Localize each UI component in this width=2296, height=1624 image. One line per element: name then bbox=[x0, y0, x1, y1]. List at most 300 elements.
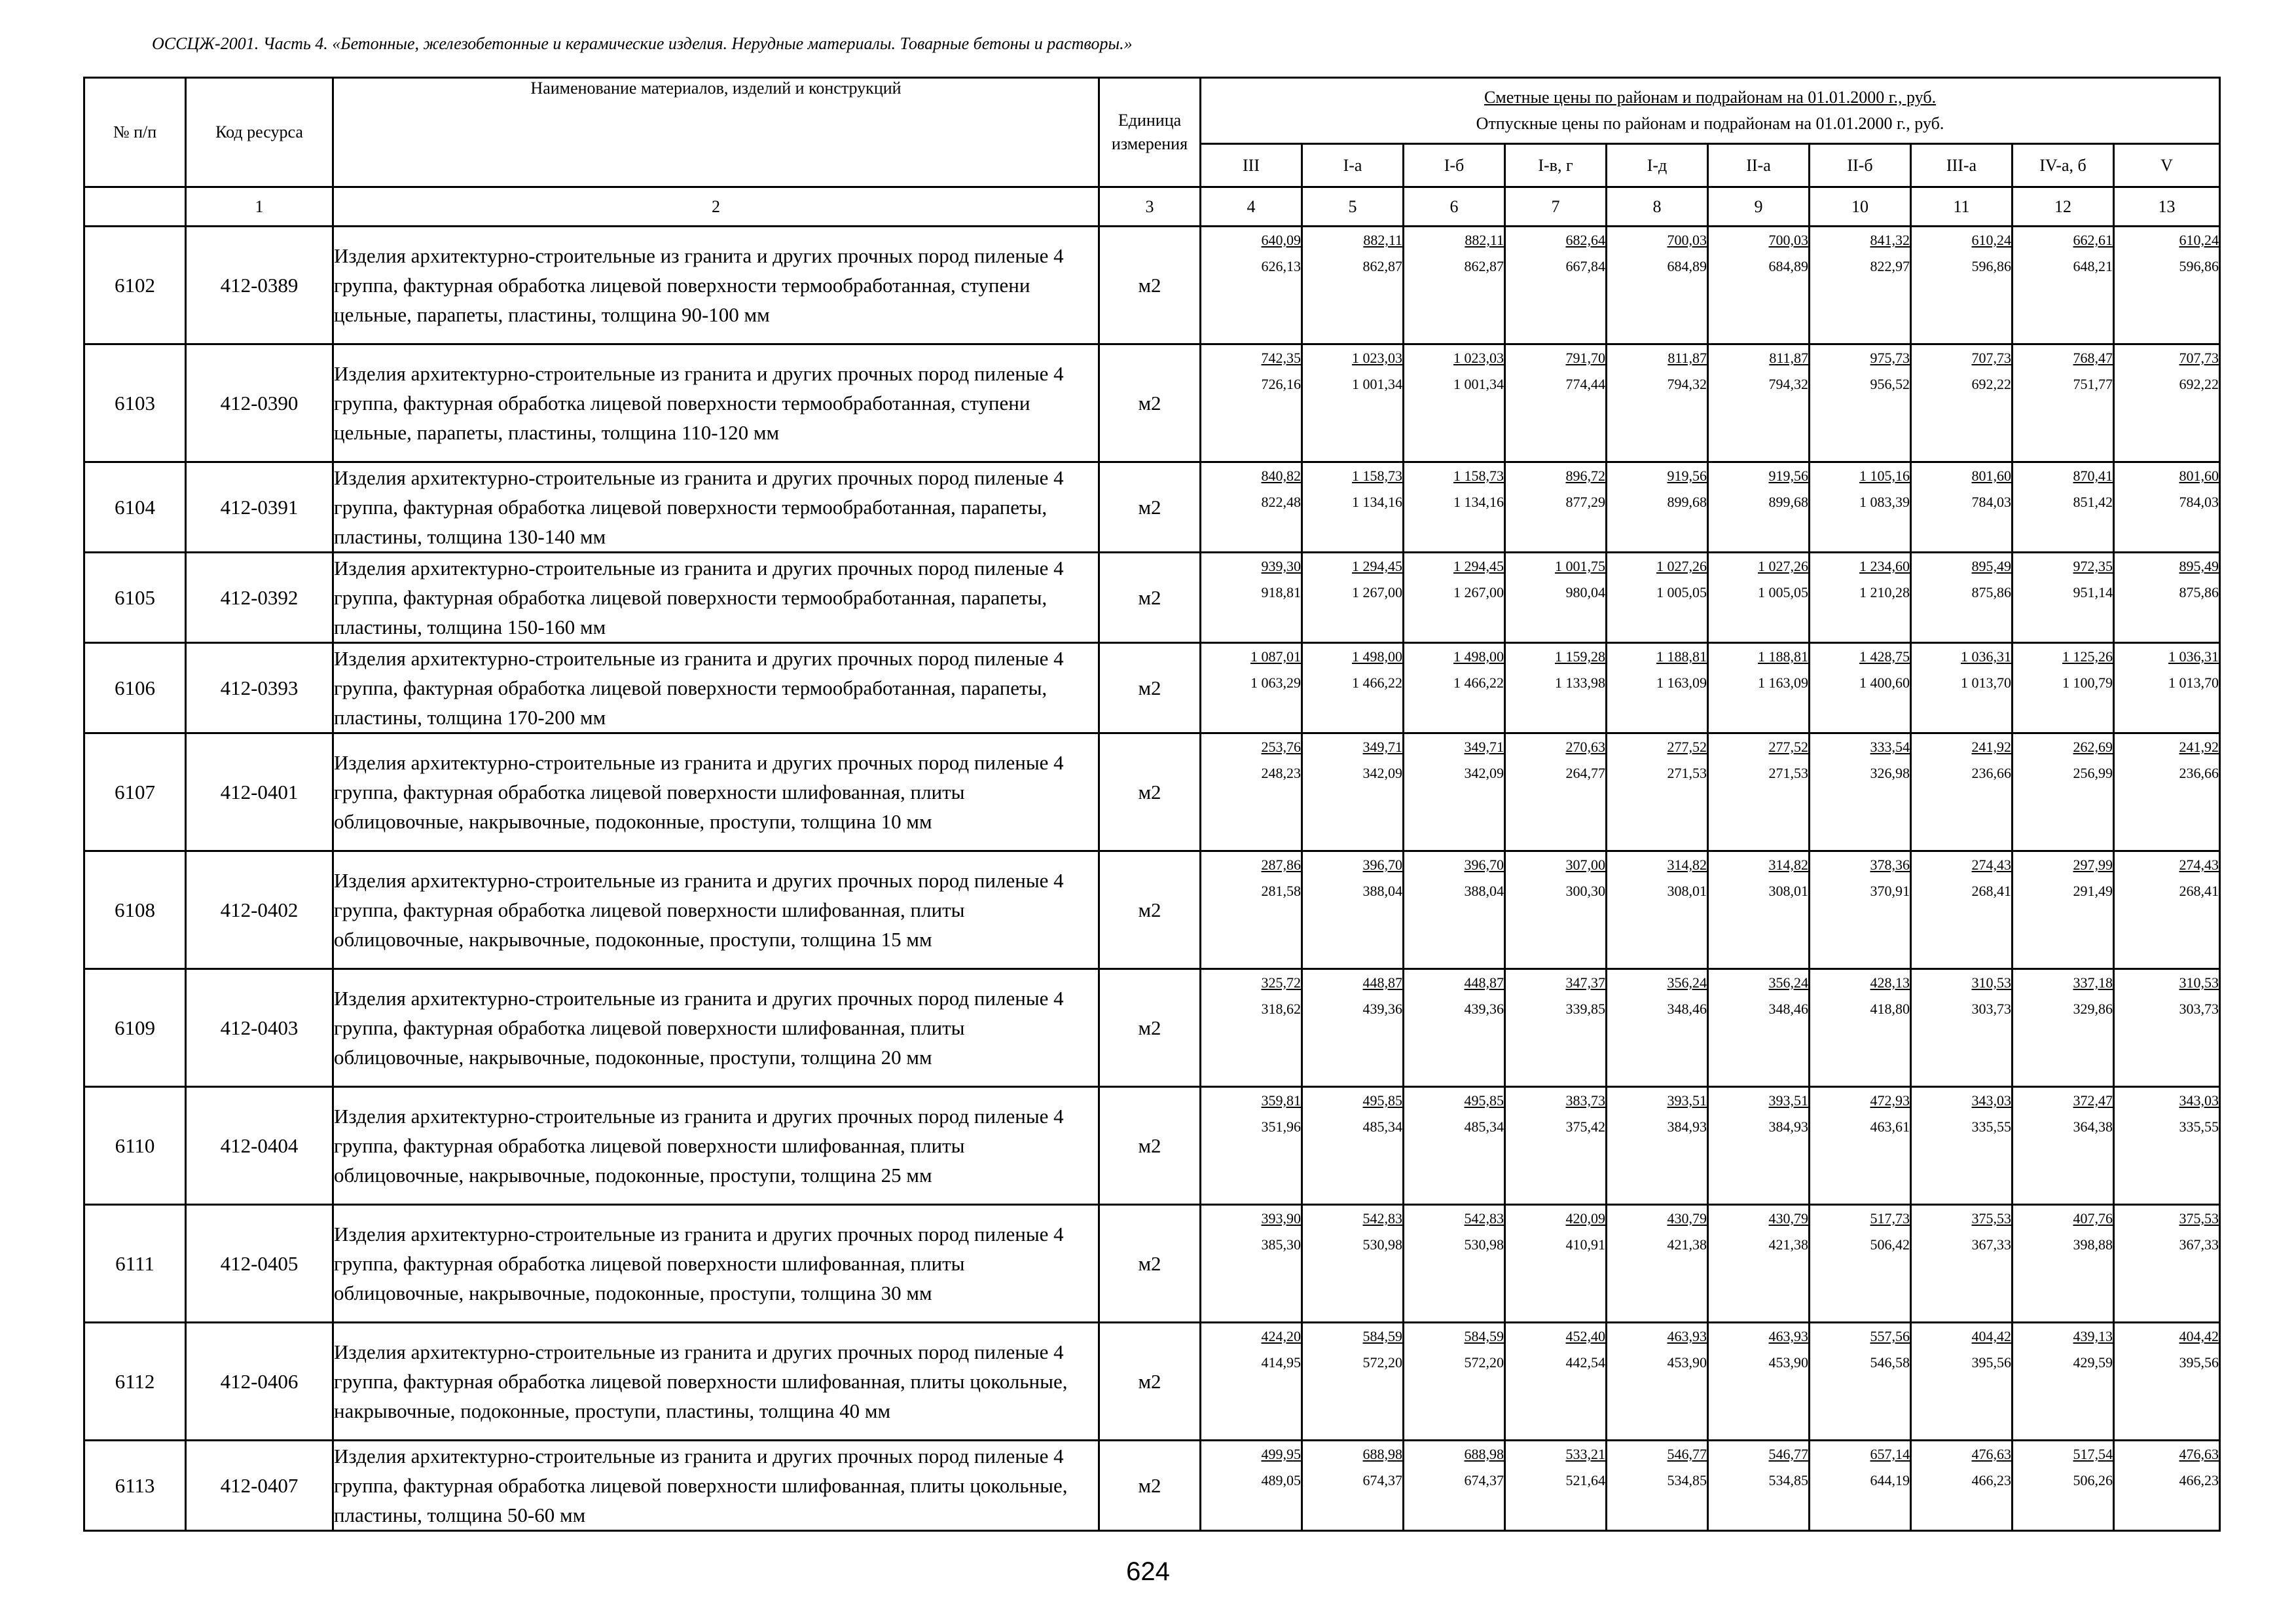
estimate-price: 801,60 bbox=[1971, 468, 2011, 484]
estimate-price: 349,71 bbox=[1464, 739, 1504, 755]
price-cell bbox=[1302, 553, 1404, 643]
estimate-price: 375,53 bbox=[1971, 1210, 2011, 1227]
price-cell bbox=[1607, 1323, 1708, 1441]
estimate-price: 359,81 bbox=[1261, 1092, 1301, 1109]
price-cell bbox=[1302, 643, 1404, 733]
price-cell bbox=[1911, 851, 2013, 969]
unit-of-measure: м2 bbox=[1099, 1323, 1201, 1441]
estimate-price: 870,41 bbox=[2073, 468, 2113, 484]
region-header: IV-а, б bbox=[2013, 144, 2114, 187]
estimate-price: 1 188,81 bbox=[1656, 648, 1707, 665]
unit-of-measure: м2 bbox=[1099, 1205, 1201, 1323]
price-cell bbox=[1201, 733, 1302, 851]
estimate-price: 337,18 bbox=[2073, 974, 2113, 991]
estimate-price: 1 036,31 bbox=[1961, 648, 2011, 665]
release-price: 534,85 bbox=[1667, 1472, 1707, 1488]
column-number: 11 bbox=[1911, 187, 2013, 227]
price-cell bbox=[2013, 344, 2114, 462]
release-price: 367,33 bbox=[1971, 1236, 2011, 1253]
release-price: 308,01 bbox=[1768, 883, 1808, 899]
estimate-price: 407,76 bbox=[2073, 1210, 2113, 1227]
estimate-price: 1 234,60 bbox=[1859, 558, 1910, 574]
estimate-price: 314,82 bbox=[1768, 857, 1808, 873]
release-price: 351,96 bbox=[1261, 1118, 1301, 1135]
estimate-price: 811,87 bbox=[1667, 350, 1707, 366]
release-price: 918,81 bbox=[1261, 584, 1301, 600]
price-cell bbox=[1302, 1205, 1404, 1323]
release-price: 442,54 bbox=[1565, 1354, 1605, 1371]
price-cell bbox=[2013, 851, 2114, 969]
release-price: 375,42 bbox=[1565, 1118, 1605, 1135]
estimate-price: 310,53 bbox=[2179, 974, 2219, 991]
price-cell bbox=[1810, 462, 1911, 553]
price-cell bbox=[2013, 462, 2114, 553]
table-row bbox=[84, 1205, 2220, 1323]
price-cell bbox=[1607, 969, 1708, 1087]
release-price: 303,73 bbox=[1971, 1001, 2011, 1017]
release-price: 385,30 bbox=[1261, 1236, 1301, 1253]
estimate-price: 939,30 bbox=[1261, 558, 1301, 574]
release-price: 1 134,16 bbox=[1352, 494, 1402, 510]
release-price: 667,84 bbox=[1565, 258, 1605, 274]
region-header: II-б bbox=[1810, 144, 1911, 187]
release-price: 875,86 bbox=[1971, 584, 2011, 600]
estimate-price: 557,56 bbox=[1870, 1328, 1910, 1344]
release-price: 506,42 bbox=[1870, 1236, 1910, 1253]
column-number: 5 bbox=[1302, 187, 1404, 227]
price-cell bbox=[2114, 851, 2220, 969]
estimate-price: 919,56 bbox=[1768, 468, 1808, 484]
release-price: 794,32 bbox=[1667, 376, 1707, 392]
estimate-price: 707,73 bbox=[2179, 350, 2219, 366]
row-index: 6106 bbox=[84, 643, 186, 733]
price-cell bbox=[1708, 969, 1810, 1087]
price-cell bbox=[1810, 851, 1911, 969]
estimate-price: 682,64 bbox=[1565, 232, 1605, 248]
price-cell bbox=[1708, 1323, 1810, 1441]
region-header: I-б bbox=[1404, 144, 1505, 187]
price-cell bbox=[1302, 462, 1404, 553]
row-index: 6112 bbox=[84, 1323, 186, 1441]
material-name: Изделия архитектурно-строительные из гранита и других прочных пород пиленые 4 группа, фактурная обработка лицевой поверхности термообработанная, ступени цельные, парапеты, пластины, толщина 110-120 мм bbox=[333, 344, 1099, 462]
header-code: Код ресурса bbox=[186, 78, 333, 187]
column-number: 2 bbox=[333, 187, 1099, 227]
header-prices bbox=[1201, 78, 2220, 144]
price-cell bbox=[1708, 851, 1810, 969]
resource-code: 412-0393 bbox=[186, 643, 333, 733]
price-cell bbox=[1911, 1323, 2013, 1441]
release-price: 489,05 bbox=[1261, 1472, 1301, 1488]
estimate-price: 343,03 bbox=[1971, 1092, 2011, 1109]
estimate-price: 307,00 bbox=[1565, 857, 1605, 873]
resource-code: 412-0404 bbox=[186, 1087, 333, 1205]
estimate-price: 287,86 bbox=[1261, 857, 1301, 873]
release-price: 1 267,00 bbox=[1352, 584, 1402, 600]
price-cell bbox=[1505, 344, 1607, 462]
price-cell bbox=[2013, 643, 2114, 733]
estimate-price: 1 294,45 bbox=[1352, 558, 1402, 574]
price-cell bbox=[1810, 1205, 1911, 1323]
release-price: 1 005,05 bbox=[1656, 584, 1707, 600]
table-row bbox=[84, 851, 2220, 969]
release-price: 862,87 bbox=[1464, 258, 1504, 274]
estimate-price: 1 498,00 bbox=[1453, 648, 1504, 665]
release-price: 648,21 bbox=[2073, 258, 2113, 274]
release-price: 421,38 bbox=[1768, 1236, 1808, 1253]
material-name: Изделия архитектурно-строительные из гранита и других прочных пород пиленые 4 группа, фактурная обработка лицевой поверхности термообработанная, ступени цельные, парапеты, пластины, толщина 90-100 мм bbox=[333, 227, 1099, 344]
resource-code: 412-0402 bbox=[186, 851, 333, 969]
price-cell bbox=[1708, 643, 1810, 733]
release-price: 300,30 bbox=[1565, 883, 1605, 899]
release-price: 384,93 bbox=[1667, 1118, 1707, 1135]
region-header: III-а bbox=[1911, 144, 2013, 187]
release-price: 774,44 bbox=[1565, 376, 1605, 392]
estimate-price: 1 087,01 bbox=[1250, 648, 1301, 665]
price-cell bbox=[1810, 553, 1911, 643]
estimate-price: 277,52 bbox=[1768, 739, 1808, 755]
header-row bbox=[84, 78, 2220, 144]
release-price: 410,91 bbox=[1565, 1236, 1605, 1253]
region-header: I-д bbox=[1607, 144, 1708, 187]
estimate-price: 430,79 bbox=[1768, 1210, 1808, 1227]
release-price: 439,36 bbox=[1362, 1001, 1402, 1017]
estimate-price: 1 158,73 bbox=[1352, 468, 1402, 484]
price-cell bbox=[1911, 1205, 2013, 1323]
price-table bbox=[83, 77, 2221, 1532]
release-price: 674,37 bbox=[1362, 1472, 1402, 1488]
price-cell bbox=[1404, 1205, 1505, 1323]
price-cell bbox=[2114, 733, 2220, 851]
row-index: 6110 bbox=[84, 1087, 186, 1205]
release-price: 291,49 bbox=[2073, 883, 2113, 899]
estimate-price: 253,76 bbox=[1261, 739, 1301, 755]
estimate-price: 546,77 bbox=[1667, 1446, 1707, 1462]
row-index: 6113 bbox=[84, 1441, 186, 1531]
document-header: ОССЦЖ-2001. Часть 4. «Бетонные, железобетонные и керамические изделия. Нерудные материалы. Товарные бетоны и растворы.» bbox=[152, 34, 1133, 53]
price-cell bbox=[1505, 733, 1607, 851]
estimate-price: 349,71 bbox=[1362, 739, 1402, 755]
release-price: 414,95 bbox=[1261, 1354, 1301, 1371]
release-price: 784,03 bbox=[1971, 494, 2011, 510]
release-price: 342,09 bbox=[1464, 765, 1504, 781]
price-cell bbox=[1708, 462, 1810, 553]
resource-code: 412-0406 bbox=[186, 1323, 333, 1441]
column-number: 12 bbox=[2013, 187, 2114, 227]
estimate-price: 1 105,16 bbox=[1859, 468, 1910, 484]
price-cell bbox=[1404, 462, 1505, 553]
estimate-price: 430,79 bbox=[1667, 1210, 1707, 1227]
estimate-price: 919,56 bbox=[1667, 468, 1707, 484]
price-cell bbox=[1911, 643, 2013, 733]
price-cell bbox=[1505, 851, 1607, 969]
release-price: 370,91 bbox=[1870, 883, 1910, 899]
price-cell bbox=[1201, 553, 1302, 643]
release-price: 281,58 bbox=[1261, 883, 1301, 899]
estimate-price: 333,54 bbox=[1870, 739, 1910, 755]
table-row bbox=[84, 643, 2220, 733]
estimate-price: 448,87 bbox=[1362, 974, 1402, 991]
price-cell bbox=[1708, 1087, 1810, 1205]
material-name: Изделия архитектурно-строительные из гранита и других прочных пород пиленые 4 группа, фактурная обработка лицевой поверхности шлифованная, плиты облицовочные, накрывочные, подоконные, проступи, толщина 30 мм bbox=[333, 1205, 1099, 1323]
estimate-price: 495,85 bbox=[1464, 1092, 1504, 1109]
price-cell bbox=[1505, 462, 1607, 553]
estimate-price: 584,59 bbox=[1362, 1328, 1402, 1344]
release-price: 822,97 bbox=[1870, 258, 1910, 274]
release-price: 271,53 bbox=[1768, 765, 1808, 781]
price-cell bbox=[2114, 1323, 2220, 1441]
table-row bbox=[84, 227, 2220, 344]
estimate-price: 241,92 bbox=[2179, 739, 2219, 755]
row-index: 6105 bbox=[84, 553, 186, 643]
price-cell bbox=[1505, 227, 1607, 344]
estimate-price: 356,24 bbox=[1667, 974, 1707, 991]
price-cell bbox=[1201, 1441, 1302, 1531]
release-price: 572,20 bbox=[1362, 1354, 1402, 1371]
price-cell bbox=[2114, 643, 2220, 733]
release-price: 1 210,28 bbox=[1859, 584, 1910, 600]
column-number: 1 bbox=[186, 187, 333, 227]
release-price: 271,53 bbox=[1667, 765, 1707, 781]
price-cell bbox=[1911, 733, 2013, 851]
estimate-price: 707,73 bbox=[1971, 350, 2011, 366]
release-price: 395,56 bbox=[1971, 1354, 2011, 1371]
release-price: 466,23 bbox=[1971, 1472, 2011, 1488]
release-price: 384,93 bbox=[1768, 1118, 1808, 1135]
estimate-price: 542,83 bbox=[1362, 1210, 1402, 1227]
estimate-price: 657,14 bbox=[1870, 1446, 1910, 1462]
release-price: 1 400,60 bbox=[1859, 674, 1910, 691]
price-cell bbox=[2013, 969, 2114, 1087]
release-price: 530,98 bbox=[1362, 1236, 1402, 1253]
release-price: 1 005,05 bbox=[1758, 584, 1808, 600]
estimate-price: 472,93 bbox=[1870, 1092, 1910, 1109]
header-index: № п/п bbox=[84, 78, 186, 187]
estimate-price: 499,95 bbox=[1261, 1446, 1301, 1462]
column-number: 13 bbox=[2114, 187, 2220, 227]
resource-code: 412-0405 bbox=[186, 1205, 333, 1323]
release-price: 1 163,09 bbox=[1656, 674, 1707, 691]
price-cell bbox=[1505, 1323, 1607, 1441]
estimate-price: 791,70 bbox=[1565, 350, 1605, 366]
release-price: 264,77 bbox=[1565, 765, 1605, 781]
estimate-price: 396,70 bbox=[1464, 857, 1504, 873]
price-cell bbox=[2013, 1087, 2114, 1205]
price-cell bbox=[2013, 1205, 2114, 1323]
column-number: 10 bbox=[1810, 187, 1911, 227]
estimate-price: 383,73 bbox=[1565, 1092, 1605, 1109]
column-number: 4 bbox=[1201, 187, 1302, 227]
release-price: 506,26 bbox=[2073, 1472, 2113, 1488]
estimate-price: 274,43 bbox=[1971, 857, 2011, 873]
release-price: 862,87 bbox=[1362, 258, 1402, 274]
row-index: 6108 bbox=[84, 851, 186, 969]
table-row bbox=[84, 733, 2220, 851]
price-cell bbox=[1404, 733, 1505, 851]
resource-code: 412-0401 bbox=[186, 733, 333, 851]
release-price: 453,90 bbox=[1667, 1354, 1707, 1371]
price-cell bbox=[1810, 227, 1911, 344]
release-price: 466,23 bbox=[2179, 1472, 2219, 1488]
estimate-price: 610,24 bbox=[2179, 232, 2219, 248]
table-row bbox=[84, 1441, 2220, 1531]
estimate-price: 840,82 bbox=[1261, 468, 1301, 484]
price-cell bbox=[2013, 1323, 2114, 1441]
release-price: 851,42 bbox=[2073, 494, 2113, 510]
estimate-price: 343,03 bbox=[2179, 1092, 2219, 1109]
release-price: 899,68 bbox=[1667, 494, 1707, 510]
row-index: 6103 bbox=[84, 344, 186, 462]
resource-code: 412-0391 bbox=[186, 462, 333, 553]
price-cell bbox=[1708, 1205, 1810, 1323]
release-price: 395,56 bbox=[2179, 1354, 2219, 1371]
header-prices-estimate: Сметные цены по районам и подрайонам на 01.01.2000 г., руб. bbox=[1484, 87, 1937, 107]
region-header: II-а bbox=[1708, 144, 1810, 187]
release-price: 726,16 bbox=[1261, 376, 1301, 392]
estimate-price: 896,72 bbox=[1565, 468, 1605, 484]
price-cell bbox=[1911, 553, 2013, 643]
region-header: V bbox=[2114, 144, 2220, 187]
release-price: 1 134,16 bbox=[1453, 494, 1504, 510]
region-header: I-в, г bbox=[1505, 144, 1607, 187]
release-price: 1 001,34 bbox=[1352, 376, 1402, 392]
estimate-price: 895,49 bbox=[1971, 558, 2011, 574]
estimate-price: 1 023,03 bbox=[1352, 350, 1402, 366]
price-cell bbox=[1404, 1441, 1505, 1531]
resource-code: 412-0403 bbox=[186, 969, 333, 1087]
price-cell bbox=[1708, 227, 1810, 344]
estimate-price: 882,11 bbox=[1465, 232, 1504, 248]
estimate-price: 882,11 bbox=[1363, 232, 1402, 248]
price-cell bbox=[1201, 462, 1302, 553]
estimate-price: 801,60 bbox=[2179, 468, 2219, 484]
price-cell bbox=[1201, 1087, 1302, 1205]
price-cell bbox=[1708, 553, 1810, 643]
material-name: Изделия архитектурно-строительные из гранита и других прочных пород пиленые 4 группа, фактурная обработка лицевой поверхности шлифованная, плиты облицовочные, накрывочные, подоконные, проступи, толщина 25 мм bbox=[333, 1087, 1099, 1205]
estimate-price: 262,69 bbox=[2073, 739, 2113, 755]
release-price: 236,66 bbox=[1971, 765, 2011, 781]
price-cell bbox=[1911, 1087, 2013, 1205]
release-price: 980,04 bbox=[1565, 584, 1605, 600]
price-cell bbox=[1404, 643, 1505, 733]
material-name: Изделия архитектурно-строительные из гранита и других прочных пород пиленые 4 группа, фактурная обработка лицевой поверхности термообработанная, парапеты, пластины, толщина 150-160 мм bbox=[333, 553, 1099, 643]
price-cell bbox=[1911, 462, 2013, 553]
release-price: 485,34 bbox=[1464, 1118, 1504, 1135]
release-price: 364,38 bbox=[2073, 1118, 2113, 1135]
column-number: 9 bbox=[1708, 187, 1810, 227]
estimate-price: 356,24 bbox=[1768, 974, 1808, 991]
price-cell bbox=[1201, 1205, 1302, 1323]
price-cell bbox=[1505, 1441, 1607, 1531]
release-price: 674,37 bbox=[1464, 1472, 1504, 1488]
price-cell bbox=[1708, 1441, 1810, 1531]
estimate-price: 542,83 bbox=[1464, 1210, 1504, 1227]
table-row bbox=[84, 969, 2220, 1087]
release-price: 348,46 bbox=[1667, 1001, 1707, 1017]
release-price: 899,68 bbox=[1768, 494, 1808, 510]
release-price: 329,86 bbox=[2073, 1001, 2113, 1017]
price-cell bbox=[1810, 344, 1911, 462]
estimate-price: 742,35 bbox=[1261, 350, 1301, 366]
material-name: Изделия архитектурно-строительные из гранита и других прочных пород пиленые 4 группа, фактурная обработка лицевой поверхности термообработанная, парапеты, пластины, толщина 170-200 мм bbox=[333, 643, 1099, 733]
price-cell bbox=[1404, 1087, 1505, 1205]
page-number: 624 bbox=[1126, 1557, 1170, 1586]
estimate-price: 439,13 bbox=[2073, 1328, 2113, 1344]
material-name: Изделия архитектурно-строительные из гранита и других прочных пород пиленые 4 группа, фактурная обработка лицевой поверхности шлифованная, плиты облицовочные, накрывочные, подоконные, проступи, толщина 20 мм bbox=[333, 969, 1099, 1087]
estimate-price: 372,47 bbox=[2073, 1092, 2113, 1109]
price-cell bbox=[1607, 462, 1708, 553]
release-price: 339,85 bbox=[1565, 1001, 1605, 1017]
release-price: 439,36 bbox=[1464, 1001, 1504, 1017]
release-price: 951,14 bbox=[2073, 584, 2113, 600]
release-price: 794,32 bbox=[1768, 376, 1808, 392]
estimate-price: 297,99 bbox=[2073, 857, 2113, 873]
price-cell bbox=[2114, 344, 2220, 462]
estimate-price: 688,98 bbox=[1362, 1446, 1402, 1462]
price-cell bbox=[1201, 969, 1302, 1087]
release-price: 268,41 bbox=[2179, 883, 2219, 899]
price-cell bbox=[1404, 1323, 1505, 1441]
release-price: 521,64 bbox=[1565, 1472, 1605, 1488]
release-price: 1 083,39 bbox=[1859, 494, 1910, 510]
price-cell bbox=[1810, 1323, 1911, 1441]
material-name: Изделия архитектурно-строительные из гранита и других прочных пород пиленые 4 группа, фактурная обработка лицевой поверхности термообработанная, парапеты, пластины, толщина 130-140 мм bbox=[333, 462, 1099, 553]
price-cell bbox=[1810, 1087, 1911, 1205]
price-cell bbox=[1911, 227, 2013, 344]
region-header: III bbox=[1201, 144, 1302, 187]
price-cell bbox=[2013, 1441, 2114, 1531]
estimate-price: 841,32 bbox=[1870, 232, 1910, 248]
estimate-price: 811,87 bbox=[1769, 350, 1808, 366]
release-price: 398,88 bbox=[2073, 1236, 2113, 1253]
unit-of-measure: м2 bbox=[1099, 462, 1201, 553]
release-price: 572,20 bbox=[1464, 1354, 1504, 1371]
release-price: 784,03 bbox=[2179, 494, 2219, 510]
estimate-price: 768,47 bbox=[2073, 350, 2113, 366]
price-cell bbox=[1505, 1205, 1607, 1323]
estimate-price: 310,53 bbox=[1971, 974, 2011, 991]
estimate-price: 452,40 bbox=[1565, 1328, 1605, 1344]
release-price: 268,41 bbox=[1971, 883, 2011, 899]
estimate-price: 972,35 bbox=[2073, 558, 2113, 574]
release-price: 248,23 bbox=[1261, 765, 1301, 781]
estimate-price: 584,59 bbox=[1464, 1328, 1504, 1344]
resource-code: 412-0407 bbox=[186, 1441, 333, 1531]
resource-code: 412-0392 bbox=[186, 553, 333, 643]
release-price: 956,52 bbox=[1870, 376, 1910, 392]
release-price: 1 133,98 bbox=[1555, 674, 1605, 691]
estimate-price: 533,21 bbox=[1565, 1446, 1605, 1462]
release-price: 1 466,22 bbox=[1352, 674, 1402, 691]
price-cell bbox=[1607, 227, 1708, 344]
release-price: 388,04 bbox=[1464, 883, 1504, 899]
estimate-price: 1 027,26 bbox=[1656, 558, 1707, 574]
price-cell bbox=[1302, 344, 1404, 462]
price-cell bbox=[1505, 553, 1607, 643]
estimate-price: 393,51 bbox=[1768, 1092, 1808, 1109]
estimate-price: 420,09 bbox=[1565, 1210, 1605, 1227]
row-index: 6107 bbox=[84, 733, 186, 851]
release-price: 644,19 bbox=[1870, 1472, 1910, 1488]
estimate-price: 1 027,26 bbox=[1758, 558, 1808, 574]
unit-of-measure: м2 bbox=[1099, 553, 1201, 643]
material-name: Изделия архитектурно-строительные из гранита и других прочных пород пиленые 4 группа, фактурная обработка лицевой поверхности шлифованная, плиты облицовочные, накрывочные, подоконные, проступи, толщина 15 мм bbox=[333, 851, 1099, 969]
material-name: Изделия архитектурно-строительные из гранита и других прочных пород пиленые 4 группа, фактурная обработка лицевой поверхности шлифованная, плиты цокольные, накрывочные, подоконные, проступи, пластины, толщина 40 мм bbox=[333, 1323, 1099, 1441]
price-cell bbox=[1607, 553, 1708, 643]
column-number: 8 bbox=[1607, 187, 1708, 227]
price-cell bbox=[1607, 1087, 1708, 1205]
estimate-price: 546,77 bbox=[1768, 1446, 1808, 1462]
release-price: 1 001,34 bbox=[1453, 376, 1504, 392]
